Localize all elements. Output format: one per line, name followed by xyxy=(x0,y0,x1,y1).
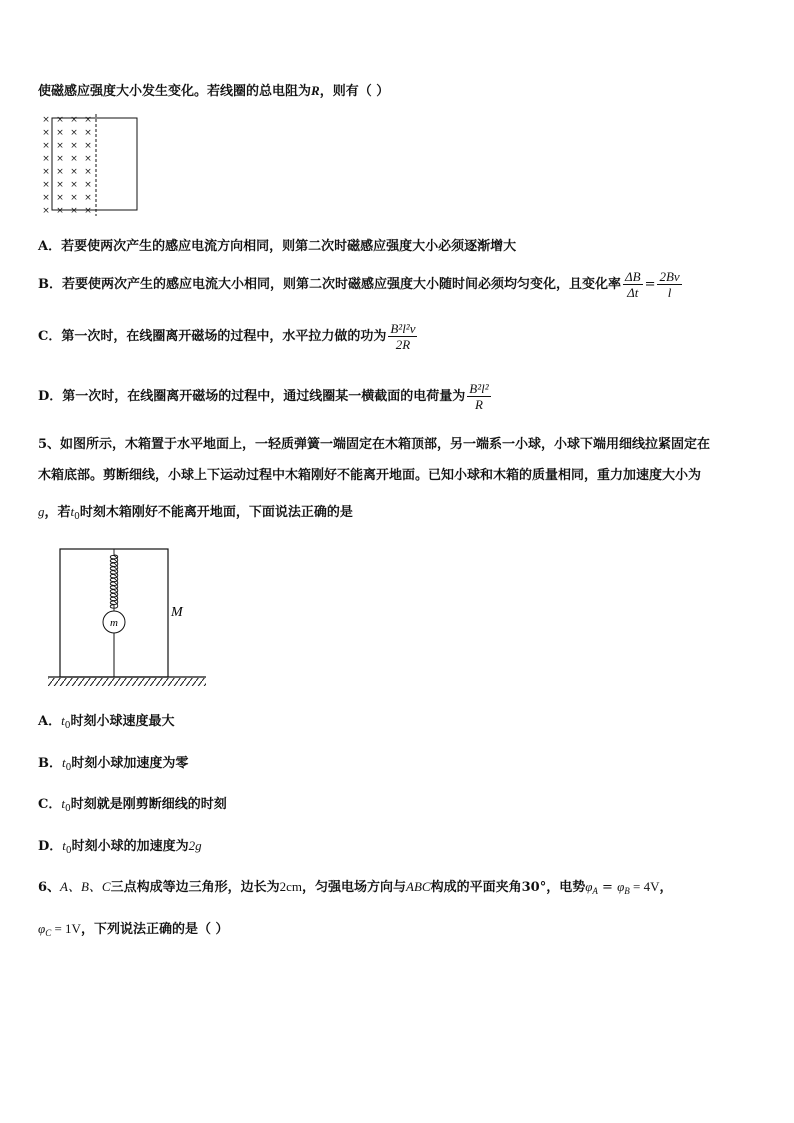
frac-num: 2Bv xyxy=(659,269,680,284)
field-cross-mark: × xyxy=(42,180,50,190)
frac-num: ΔB xyxy=(625,269,641,284)
q5-stem-line-1: 5、如图所示，木箱置于水平地面上，一轻质弹簧一端固定在木箱顶部，另一端系一小球，小球下端用细线拉紧固定在 xyxy=(38,437,711,452)
equals-sign: = xyxy=(644,277,656,292)
subscript: A xyxy=(592,886,598,896)
text: ，下列说法正确的是（ ） xyxy=(80,922,229,937)
symbol-g: g xyxy=(38,504,45,519)
field-cross-mark: × xyxy=(70,128,78,138)
q4-option-d-text: D．第一次时，在线圈离开磁场的过程中，通过线圈某一横截面的电荷量为 xyxy=(38,389,466,404)
option-text: 时刻小球加速度为零 xyxy=(71,756,189,771)
frac-den: R xyxy=(474,397,483,412)
intro-tail: ，则有（ ） xyxy=(319,84,390,99)
phi-symbol: φ xyxy=(617,879,625,894)
field-cross-mark: × xyxy=(70,206,78,216)
field-cross-mark: × xyxy=(56,154,64,164)
q4-d-charge-fraction xyxy=(467,381,490,412)
field-cross-mark: × xyxy=(84,167,92,177)
field-cross-mark: × xyxy=(84,141,92,151)
field-cross-mark: × xyxy=(70,167,78,177)
option-text: 时刻小球速度最大 xyxy=(70,714,175,729)
q6-stem-line-2 xyxy=(38,920,228,942)
symbol-t: t xyxy=(61,713,65,728)
q5-stem-line-3 xyxy=(38,503,353,526)
text: 构成的平面夹角 xyxy=(430,880,522,895)
phi-symbol: φ xyxy=(38,921,46,936)
q5-option-b xyxy=(38,754,188,777)
potential-value: = 4V xyxy=(629,879,660,894)
subscript: B xyxy=(624,886,630,896)
magnetic-field-figure xyxy=(40,112,142,218)
field-cross-mark: × xyxy=(84,206,92,216)
q4-option-c xyxy=(38,320,419,354)
field-cross-mark: × xyxy=(42,167,50,177)
field-cross-mark: × xyxy=(70,193,78,203)
q4-option-d xyxy=(38,380,493,414)
frac-den: Δt xyxy=(627,285,639,300)
field-cross-mark: × xyxy=(42,154,50,164)
subscript: 0 xyxy=(74,512,80,522)
q4-option-a: A．若要使两次产生的感应电流方向相同，则第二次时磁感应强度大小必须逐渐增大 xyxy=(38,239,517,254)
q4-option-b-text: B．若要使两次产生的感应电流大小相同，则第二次时磁感应强度大小随时间必须均匀变化，且变化率 xyxy=(38,277,621,292)
subscript: 0 xyxy=(64,721,71,731)
field-cross-mark: × xyxy=(56,206,64,216)
symbol-t: t xyxy=(62,755,66,770)
points-abc: A、B、C xyxy=(60,879,111,894)
symbol-t: t xyxy=(61,796,65,811)
field-cross-mark: × xyxy=(42,128,50,138)
field-cross-mark: × xyxy=(42,141,50,151)
q5-option-c xyxy=(38,795,227,818)
field-cross-mark: × xyxy=(70,180,78,190)
subscript: 0 xyxy=(65,763,72,773)
q5-option-a xyxy=(38,712,174,735)
q4-b-rate-value xyxy=(657,269,681,300)
box-label-M: M xyxy=(171,605,183,620)
field-cross-mark: × xyxy=(56,115,64,125)
plane-abc: ABC xyxy=(406,879,431,894)
field-cross-mark: × xyxy=(56,167,64,177)
field-cross-mark: × xyxy=(84,180,92,190)
field-cross-mark: × xyxy=(56,193,64,203)
frac-den: 2R xyxy=(395,337,411,352)
intro-line xyxy=(38,82,389,101)
subscript: 0 xyxy=(65,846,72,856)
angle-value: 30° xyxy=(521,880,547,895)
frac-num: B²l²v xyxy=(390,321,416,336)
option-text: 时刻就是刚剪断细线的时刻 xyxy=(70,797,227,812)
text: ，若 xyxy=(44,505,71,520)
q4-option-c-text: C．第一次时，在线圈离开磁场的过程中，水平拉力做的功为 xyxy=(38,329,387,344)
field-cross-mark: × xyxy=(70,141,78,151)
subscript: C xyxy=(45,928,52,938)
symbol-t: t xyxy=(62,838,66,853)
option-text: 时刻小球的加速度为 xyxy=(71,839,189,854)
phi-symbol: φ xyxy=(585,879,593,894)
field-cross-mark: × xyxy=(84,128,92,138)
intro-R: R xyxy=(311,83,320,98)
text: 时刻木箱刚好不能离开地面，下面说法正确的是 xyxy=(79,505,353,520)
field-cross-mark: × xyxy=(84,193,92,203)
symbol-t: t xyxy=(70,504,75,519)
ball-label-m: m xyxy=(110,617,118,629)
q4-option-b xyxy=(38,268,684,302)
spring-box-figure xyxy=(40,545,215,690)
field-cross-mark: × xyxy=(56,180,64,190)
intro-text: 使磁感应强度大小发生变化。若线圈的总电阻为 xyxy=(38,84,312,99)
q4-b-rate-fraction xyxy=(623,269,643,300)
q5-option-d xyxy=(38,837,202,860)
option-letter: A． xyxy=(38,714,62,729)
option-letter: C． xyxy=(38,797,62,812)
text: 三点构成等边三角形，边长为 xyxy=(110,880,280,895)
text: ，匀强电场方向与 xyxy=(302,880,407,895)
field-cross-mark: × xyxy=(84,115,92,125)
side-length: 2cm xyxy=(279,879,303,894)
field-cross-mark: × xyxy=(42,193,50,203)
field-cross-mark: × xyxy=(56,141,64,151)
value-2g: 2g xyxy=(188,838,202,853)
option-letter: D． xyxy=(38,839,63,854)
field-cross-mark: × xyxy=(42,206,50,216)
q4-c-work-fraction xyxy=(388,321,417,352)
q5-stem-line-2: 木箱底部。剪断细线，小球上下运动过程中木箱刚好不能离开地面。已知小球和木箱的质量相同，重力加速度大小为 xyxy=(38,468,702,483)
option-letter: B． xyxy=(38,756,62,771)
text: ，电势 xyxy=(546,880,586,895)
field-cross-mark: × xyxy=(70,154,78,164)
field-cross-mark: × xyxy=(42,115,50,125)
field-cross-mark: × xyxy=(70,115,78,125)
field-cross-mark: × xyxy=(84,154,92,164)
frac-num: B²l² xyxy=(469,381,489,396)
comma: ， xyxy=(659,880,673,895)
equals: = xyxy=(597,880,618,895)
field-cross-mark: × xyxy=(56,128,64,138)
subscript: 0 xyxy=(64,804,71,814)
q6-stem-line-1 xyxy=(38,878,673,900)
frac-den: l xyxy=(667,285,672,300)
potential-value: = 1V xyxy=(51,921,81,936)
q-number: 6、 xyxy=(38,880,61,895)
